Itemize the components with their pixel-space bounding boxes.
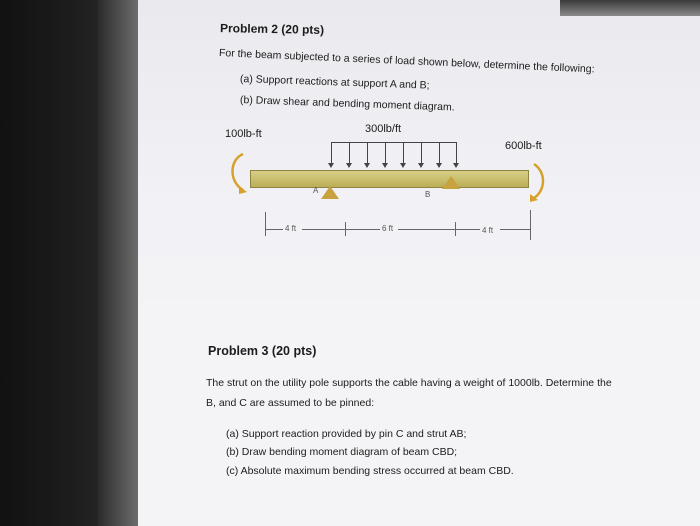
problem3-line1: The strut on the utility pole supports the cable having a weight of 1000lb. Determine the xyxy=(206,377,612,389)
support-b-pin xyxy=(442,176,460,189)
problem3-item-b: (b) Draw bending moment diagram of beam CBD; xyxy=(226,446,458,458)
problem3-item-a: (a) Support reaction provided by pin C and strut AB; xyxy=(226,428,467,440)
top-right-background xyxy=(560,0,700,16)
load-arrow xyxy=(385,142,386,164)
dimension-label-3: 4 ft xyxy=(482,226,494,235)
distributed-load-label: 300lb/ft xyxy=(365,123,402,135)
dimension-line xyxy=(398,229,480,230)
dimension-label-1: 4 ft xyxy=(285,224,297,233)
moment-left-label: 100lb-ft xyxy=(225,128,262,140)
problem2-title: Problem 2 (20 pts) xyxy=(219,21,325,37)
load-arrow xyxy=(439,142,440,164)
moment-right-label: 600lb-ft xyxy=(505,140,542,152)
paper-sheet-lower xyxy=(100,300,700,526)
problem2-item-b: (b) Draw shear and bending moment diagram. xyxy=(239,94,455,114)
dimension-tick xyxy=(265,212,266,236)
problem2-item-a: (a) Support reactions at support A and B; xyxy=(239,73,430,92)
problem3-item-c: (c) Absolute maximum bending stress occurred at beam CBD. xyxy=(226,465,514,477)
load-arrow xyxy=(349,142,350,164)
problem3-title: Problem 3 (20 pts) xyxy=(208,344,317,358)
moment-left-arrow-icon xyxy=(225,150,255,195)
beam xyxy=(250,170,529,188)
support-a-pin xyxy=(321,186,339,199)
dimension-tick xyxy=(530,210,531,240)
load-arrow xyxy=(456,142,457,164)
problem2-intro: For the beam subjected to a series of load shown below, determine the following: xyxy=(218,47,595,76)
dimension-line xyxy=(500,229,530,230)
paper-edge-shadow xyxy=(98,0,138,526)
dimension-label-2: 6 ft xyxy=(382,224,394,233)
load-arrow xyxy=(403,142,404,164)
problem3-line2: B, and C are assumed to be pinned: xyxy=(206,397,375,409)
moment-right-arrow-icon xyxy=(528,160,552,205)
load-arrow xyxy=(331,142,332,164)
support-a-label: A xyxy=(313,186,319,195)
dimension-line xyxy=(302,229,380,230)
support-b-label: B xyxy=(425,190,431,199)
dimension-line xyxy=(265,229,283,230)
load-arrow xyxy=(421,142,422,164)
load-arrow xyxy=(367,142,368,164)
